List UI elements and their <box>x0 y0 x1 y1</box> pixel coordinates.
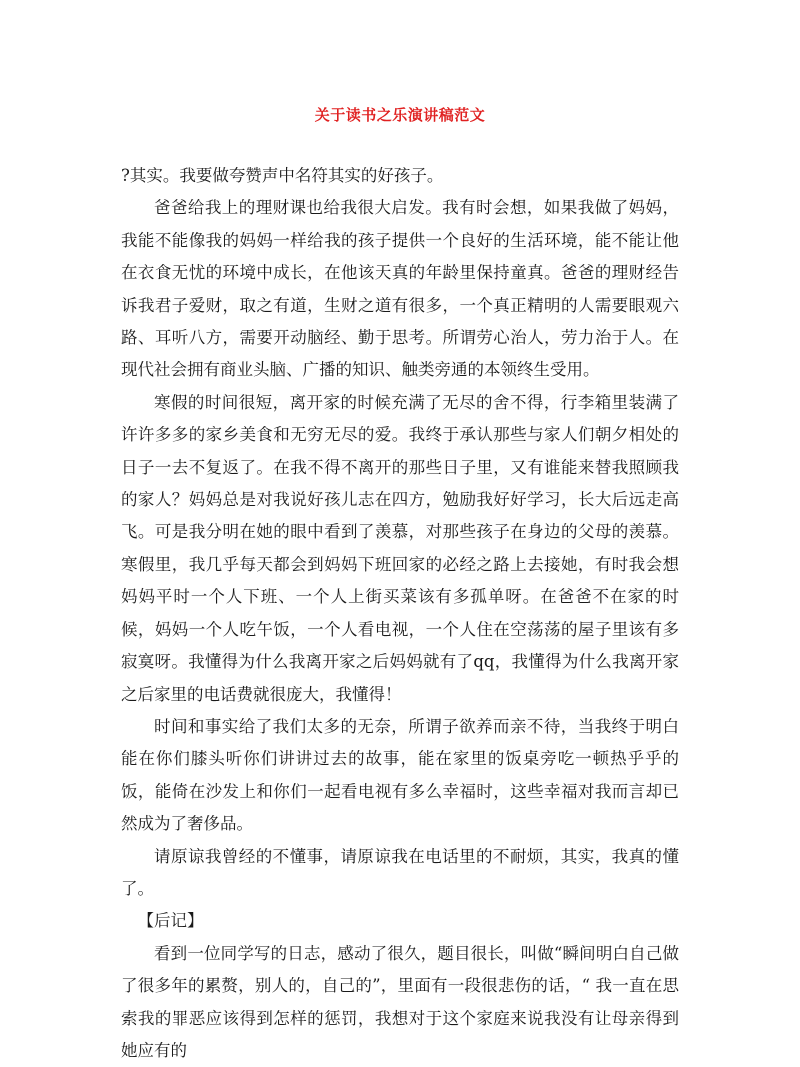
paragraph: 时间和事实给了我们太多的无奈，所谓子欲养而亲不待，当我终于明白能在你们膝头听你们讲讲过去的故事，能在家里的饭桌旁吃一顿热乎乎的饭，能倚在沙发上和你们一起看电视有多么幸福时，这些幸福对我而言却已然成为了奢侈品。 <box>121 716 679 834</box>
paragraph: 请原谅我曾经的不懂事，请原谅我在电话里的不耐烦，其实，我真的懂了。 <box>121 846 679 898</box>
document-body <box>121 160 679 1067</box>
paragraph: 爸爸给我上的理财课也给我很大启发。我有时会想，如果我做了妈妈，我能不能像我的妈妈一样给我的孩子提供一个良好的生活环境，能不能让他在衣食无忧的环境中成长，在他该天真的年龄里保持童真。爸爸的理财经告诉我君子爱财，取之有道，生财之道有很多，一个真正精明的人需要眼观六路、耳听八方，需要开动脑经、勤于思考。所谓劳心治人，劳力治于人。在现代社会拥有商业头脑、广播的知识、触类旁通的本领终生受用。 <box>121 198 679 380</box>
paragraph: ?其实。我要做夸赞声中名符其实的好孩子。 <box>121 166 444 185</box>
paragraph: 看到一位同学写的日志，感动了很久，题目很长，叫做“瞬间明白自己做了很多年的累赘，别人的，自己的”，里面有一段很悲伤的话，“ 我一直在思索我的罪恶应该得到怎样的惩罚，我想对于这个家庭来说我没有让母亲得到她应有的 <box>121 943 679 1060</box>
section-heading: 【后记】 <box>137 911 204 931</box>
document-title: 关于读书之乐演讲稿范文 <box>314 106 486 124</box>
paragraph: 寒假的时间很短，离开家的时候充满了无尽的舍不得，行李箱里装满了许许多多的家乡美食和无穷无尽的爱。我终于承认那些与家人们朝夕相处的日子一去不复返了。在我不得不离开的那些日子里，又有谁能来替我照顾我的家人？妈妈总是对我说好孩儿志在四方，勉励我好好学习，长大后远走高飞。可是我分明在她的眼中看到了羡慕，对那些孩子在身边的父母的羡慕。寒假里，我几乎每天都会到妈妈下班回家的必经之路上去接她，有时我会想妈妈平时一个人下班、一个人上街买菜该有多孤单呀。在爸爸不在家的时候，妈妈一个人吃午饭，一个人看电视，一个人住在空荡荡的屋子里该有多寂寞呀。我懂得为什么我离开家之后妈妈就有了qq，我懂得为什么我离开家之后家里的电话费就很庞大，我懂得！ <box>121 392 679 704</box>
